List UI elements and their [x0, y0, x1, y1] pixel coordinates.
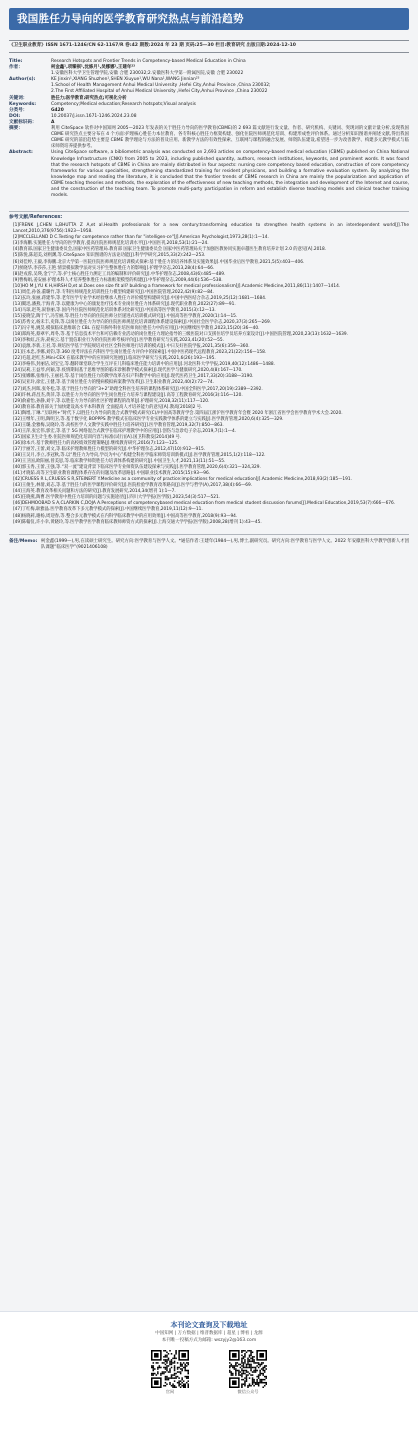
references-section: [9, 211, 409, 525]
reference-item: [26]吴亚玲,徐宏,王健,等.基于岗位胜任力的慢病模拟病案教学改革[J].卫生职业教育,2022,40(2):72—74.: [13, 380, 215, 386]
meta-value-line: G420: [51, 107, 64, 113]
reference-item: [12]玄玲,张丽,蒋建华,等.老年医学专业学术经验继承人胜任力评价模型构建研究[J].中国中西医结合杂志,2019,25(12):1681—1684.: [13, 295, 267, 301]
meta-value: [51, 77, 409, 95]
reference-item: [34]王萍,张宏伟,郭宏,等.基于 5G 网络混合式教学在临床护理教学中的应用[J].创伤与急诊电子杂志,2019,7(1):1—4.: [13, 428, 237, 434]
reference-item: [11]周佳,孙备,董璐竹,等.专科医师规范化培训胜任力模型构建研究[J].中国医院管理,2022,42(9):82—84.: [13, 289, 215, 295]
reference-item: [41]才晓茹.高等卫生职业教育课程体系存在的问题及改革思路[J].中国职业技术教育,2015(15):93—96.: [13, 471, 211, 477]
meta-label: Keywords:: [9, 101, 37, 107]
reference-item: [21]汪本忠,李娜,刘钧,等.360 度考评法在内科医学生岗位胜任力评价中的探索[J].中国中医药现代远程教育,2023,21(22):156—158.: [13, 350, 267, 356]
reference-item: [28]许林,蒋昌杰,黄萍,等.以胜任力为导向的医学生岗位胜任力培养与课程建设[J].高等工程教育研究,2016(3):116—120.: [13, 392, 243, 398]
reference-item: [49]陈翰仪,许小幸,黄晓玲,等.医学教学医学教育临床教师师资方式的探索[J].上海交通大学学报(医学版),2008,28(增刊 1):43—45.: [13, 519, 262, 525]
reference-item: [32]王继年,王明,陶明卫,等.基于数字化 BOPPPS 教学模式在临床医学专业实践教学体系的建立与实践[J].医学教育管理,2020,6(4):325—329.: [13, 416, 284, 422]
reference-item: [48]杨晓莉,谢杨,周迎春,等.整合多元教学模式在内科学临床教学中的应用效果[J].中国高等医学教育,2018(9):93—94.: [13, 513, 238, 519]
meta-value-line: 胜任力;医学教育;研究热点;可视化分析: [51, 95, 127, 101]
submission-email: 本刊唯一投稿方式为邮箱: wszyjy2@163.com: [161, 1338, 257, 1343]
reference-item: [29]俞嘉怡,孙静,刘宇,等.以胜任力为导向的社区护理课程的改革[J].护理研究,2018,32(11):117—120.: [13, 398, 210, 404]
reference-item: [37]于丽芳,王蕾,刘文,等.临床护理教师胜任力模型的研究[J].中华护理杂志,2012,47(10):912—915.: [13, 446, 206, 452]
reference-item: [25]张娜娜,张维丹,王丽君,等.基于岗位胜任力的教学改革在妇产科教学中的应用[J].现代医药卫生,2017,33(20):3188—3190.: [13, 374, 254, 380]
meta-value-line: 柯金鑫¹,项臻祺¹,沈修月¹,吴娜娜¹,王建年²³: [51, 65, 136, 71]
meta-value-line: Using CiteSpace software, a bibliometric analysis was conducted on 2,693 articles on competency-based medical education (CBME) published on China National Knowledge Infrastructure (CNKI) from 2005 to 2023, including published quantity, authors, research institutions, keywords, and prominent words. It was found that the research hotspots of CBME in China are mainly distributed in four aspects: nursing core competency based education, construction of core competency frameworks for various specialties, strengthening standardized training for resident physicians, and building a formative evaluation system. By analyzing the knowledge map and reading the literature, it is concluded that the frontier trends of CBME research in China are mainly the popularization and application of CBME teaching theories and methods, the exploration of the effectiveness of new teaching methods, the integration and development of the Internet and course, and the construction of the teaching team. To promote multi-party participation in reform and establish diverse teaching models and clinical teacher training models.: [51, 150, 409, 199]
meta-label: Abstract:: [9, 150, 33, 156]
reference-item: [35]国家卫生计生委.住院医师规范化培训内容与标准(试行)[A].国卫科教发[2014]49 号.: [13, 434, 182, 440]
reference-item: [16]苏秀文,杨未丰,史锋,等.以岗位胜任力为导向的住院医师规范化培训课程体系建设探索[J].中国社会医学杂志,2020,37(3):265—269.: [13, 320, 272, 325]
notes-section: [9, 534, 409, 551]
reference-item: [44]王海英.教育改革相关问题和方法的研究[J].教育发展研究,2014,34(增刊 1):1—7.: [13, 489, 176, 495]
article-title: 我国胜任力导向的医学教育研究热点与前沿趋势: [17, 12, 244, 25]
meta-label: 关键词：: [9, 95, 28, 101]
reference-item: [33]王璐,金雅梅,吴晓玲,等.高校医学人文教学实践中胜任力培养研究[J].医学教育管理,2019,32(7):850—863.: [13, 422, 224, 428]
reference-item: [5]陈悦,陈超美,刘则渊,等.CiteSpace 知识图谱的方法论功能[J].科学学研究,2015,33(2):242—253.: [13, 253, 206, 259]
meta-value: [51, 126, 409, 150]
qr-website-caption: 官网: [165, 1389, 175, 1394]
reference-item: [6]刘佳婷,王毅,李海鹏.北京大学第一医院住院医师规范化培训模式探索:基于胜任力的培养体系及实施效果[J].中国毕业后医学教育,2021,5(5):403—406.: [13, 259, 305, 265]
reference-item: [40]郭玉秀,王蕾,王强,等.“双一流”建设背景下临床医学专业师资队伍建设探索与实践[J].医学教育管理,2020,6(4):321—324,329.: [13, 465, 261, 471]
reference-item: [8]赵戎蓉,吴瑛,金宁宁,等.护士核心胜任力测定工具的编制和评价研究[J].中华护理杂志,2008,43(6):485—489.: [13, 271, 226, 277]
meta-value-line: A: [51, 119, 55, 125]
database-links[interactable]: 中国知网 | 万方数据 | 维普数据库 | 超星 | 博看 | 龙源: [155, 1331, 263, 1336]
reference-item: [3]李海鹏.实施胜任力导向的医学教育,提高住院医师规范化培训水平[J].中国医刊,2018,53(1):21—24.: [13, 241, 209, 247]
reference-item: [9]曹梅娟,姜安丽.护理本科人才培养整体胜任力标准框架模型的构建[J].中华护理杂志,2009,44(6):536—538.: [13, 277, 223, 283]
meta-value-line: 2.The First Affiliated Hospital of Anhui Medical University ,Hefei City,Anhui Province ,China 230022: [51, 89, 268, 95]
reference-item: [13]閻迅,潘燕,于海青,等.以健康为中心的康复治疗技术专业岗位胜任力体系研究[J].现代职业教育,2022(27):89—91.: [13, 301, 236, 307]
reference-item: [22]毛超,赵红杰.Mini-CEX 在临床教学中的应用研究进展[J].临床医学研究与实践,2021,6(26):193—195.: [13, 356, 216, 362]
references-heading: 参考文献/References:: [9, 215, 63, 221]
reference-item: [38]王吴月,李立,李冠秋,等.以“胜任力为导向,学员为中心”构建全科医学临床师资培训新模式[J].医学教育管理,2015,1(2):118—122.: [13, 453, 266, 459]
reference-item: [30]教育部.教育部关于加快建设高水平本科教育 全面提高人才培养能力的意见[A].教高[2018]2 号.: [13, 404, 203, 410]
reference-item: [15]姜晓莹,陶于宁,冯雪丽,等.胜任力导向的住院医师分层递进式培训模式研究[J].中国高等医学教育,2020(1):14—15.: [13, 313, 238, 319]
qr-wechat-caption: 微信公众号: [237, 1389, 259, 1394]
reference-item: [10]HO M J,YU K H,HIRSH D,et al.Does one size fit all? building a framework for medical professionalism[J].Academic Medicine,2011,86(11):1407—1414.: [13, 283, 341, 289]
meta-label: 分类号：: [9, 107, 28, 113]
footer-title: 本刊论文查询及下载地址: [170, 1321, 248, 1329]
reference-item: [4]教育部,国家卫生健康委员会,国家中医药管理局.教育部 国家卫生健康委员会 国家中医药管理局关于加强医教协同实施卓越医生教育培养计划 2.0 的意见[A].2018.: [13, 247, 327, 253]
reference-item: [18]郑海英,蔡翠平,周冬,等.基于信息技术平台和可信赖专业活动的岗位胜任力理论指导的三级医院对口支援住培学员培养方案设计[J].中国医院管理,2020,23(13):1632—1639.: [13, 332, 349, 338]
meta-label: Title:: [9, 59, 23, 64]
meta-value-line: Competency;Medical education;Research hotspots;Visual analysis: [51, 101, 196, 107]
footer: [0, 1311, 418, 1454]
meta-value: [51, 150, 409, 199]
meta-row: [9, 126, 409, 150]
references-list: [9, 223, 409, 525]
reference-item: [20]袁源,李新,王君,等.规培医学基于学院规培对社区全科医师进行培训的模式[J].中日友好医院学报,2021,35(6):359—360.: [13, 344, 250, 350]
reference-item: [46]DEHMOOBAD S A,CLARKIN C,DOJA A.Perceptions of competencybased medical education from medical student discussion forums[J].Medical Education,2019,53(7):666—676.: [13, 501, 396, 507]
meta-row: [9, 77, 409, 95]
reference-item: [45]任晓燕,陶曹.医学教育中胜任力培训的问题与实施途径[J].四川大学学报(医学版),2023,54(3):517—521.: [13, 495, 221, 501]
qr-code-icon: [151, 1350, 189, 1388]
source-line: 《卫生职业教育》ISSN 1671-1246/CN 62-1167/R 卷:42 期数:2024 年 23 期 页码:25—30 栏目:教育研究 出版日期:2024-12-10: [9, 40, 409, 53]
reference-item: [43]王俊生,林倩,刘志,等.基于胜任力的医学课程评价研究[J].医院检验学教育改革路向[J].医学与哲学(A),2017,38(4):66—69.: [13, 483, 253, 489]
metadata-section: [9, 59, 409, 199]
meta-label: 作者：: [9, 65, 23, 71]
reference-item: [39]王卫国,欧阳丽,曾美思,等.临床教学师资胜任力培训体系构建的研究[J].中国卫生人才,2021,13(11):51—55.: [13, 459, 226, 465]
meta-label: Author(s):: [9, 77, 36, 83]
qr-website: [151, 1350, 189, 1395]
meta-row: [9, 150, 409, 199]
reference-item: [17]冯守男,姚昊.模拟临床思维联合 CBL 在提升胸外科住培医师岗位胜任力中的应用[J].中国继续医学教育,2023,15(20):36—40.: [13, 326, 260, 332]
reference-item: [23]李格伟,封丽洁,刘宝宝,等.翻转课堂联合学生互评在儿科临床胜任能力培训中的应用[J].河北医科大学学报,2019,40(12):1486—1488.: [13, 362, 275, 368]
reference-item: [31]陶增,丁琳.“互联网+”时代下,以胜任力为导向的混合式教学模式研究(C)//中国高等教育学会.第四届江浙沪医学教育年会暨 2020 年浙江省医学会医学教育学术大会.2020.: [13, 410, 343, 416]
reference-item: [1]FRENK J,CHEN L,BHUTTA Z A,et al.Health professionals for a new century:transforming education to strengthen health systems in an interdependent world[J].The Lancet,2010,376(9756):1923—1958.: [13, 223, 409, 235]
meta-value-line: Research Hotspots and Frontier Trends in Competency-based Medical Education in China: [51, 59, 246, 64]
meta-label: DOI:: [9, 113, 21, 119]
meta-value-line: 利用 CiteSpace 软件对中国知网 2005—2023 年发表的关于胜任力导向的医学教育(CBME)的 2 693 篇文献进行发文量、作者、研究机构、关键词、突现词的文献计量分析,发现我国 CBME 研究热点主要分布在 4 个方面:护理核心胜任力本位教育、各专科核心胜任力框架构建、强化住院医师规范化培训、构建形成性评价体系。通过分析知识图谱并阐述文献,得出我国 CBME 研究的前沿趋势主要是 CBME 教学理论与方法的普及应用、新教学方法的有效性探索、互联网与课程的融合发展、师资队伍建设,希望进一步为改善教学、构建多元教学模式与临床师资培养提供参考。: [51, 126, 409, 150]
qr-code-icon: [229, 1350, 267, 1388]
notes-text: 柯金鑫(1999—),男,在读硕士研究生。研究方向:医学教育与医学人文。*通信作者:王建年(1984—),男,博士,副研究员。研究方向:医学教育与医学人文。2022 年安徽医科大学教学创新人才团队课题“临床医学”(9021406108): [41, 538, 409, 550]
meta-label: 摘要：: [9, 126, 23, 132]
reference-item: [14]马琼,赵英,叙春丽,等.国内外住院医师规范化培训体系对比研究[J].中国高等医学教育,2015(3):12—13.: [13, 307, 216, 313]
meta-label: 文献标识码：: [9, 119, 37, 125]
meta-value-line: 1.安徽医科大学卫生管理学院,安徽 合肥 230032;2.安徽医科大学第一附属医院,安徽 合肥 230022: [51, 71, 244, 77]
qr-codes: [0, 1350, 418, 1395]
qr-wechat: [229, 1350, 267, 1395]
meta-value-line: KE Jinxin¹,XIANG Shuzhen¹,SHEN Xiuyue¹,WU Nana¹,WANG Jinnian²³: [51, 77, 200, 83]
meta-value-line: 10.20037/j.issn.1671-1246.2024.23.08: [51, 113, 137, 119]
reference-item: [24]吴莉,王益琴,何颖,等.疫情期间基于思维导图的临床诊断教学模式探索[J].现代医学与健康研究,2020,4(8):167—170.: [13, 368, 243, 374]
meta-value-line: 1.School of Health Management Anhui Medical University ,Hefei City,Anhui Province ,China 230032;: [51, 83, 271, 89]
reference-item: [47]丁红梅,耿雅晶.医学教育改革下多元教学模式的探索[J].中国继续医学教育,2019,11(12):9—11.: [13, 507, 203, 513]
reference-item: [42]CRUESS R L,CRUESS S R,STEINERT Y.Medicine as a community of practice:implications for medical education[J].Academic Medicine,2018,93(2):185—191.: [13, 477, 352, 483]
reference-item: [19]李秋虹,汪涛,聂祝云.基于置信职业行为的住院医师考核评价[J].医学教育研究与实践,2023,41(20):52—55.: [13, 338, 224, 344]
reference-item: [2]MCCLELLAND D C.Testing for competence rather than for "intelligen-ce"[J].American Psychologist,1973,28(1):1—14.: [13, 235, 269, 241]
reference-item: [36]徐本兴.基于教师胜任力的高校绩效管理策略[J].继续教育研究,2016(7):123—125.: [13, 440, 179, 446]
notes-label: 备注/Memo:: [9, 538, 38, 544]
reference-item: [7]侯晓华,李莎莎,王艳.情景模拟教学法对实习护生整体胜任力的影响[J].护理学杂志,2013,28(4):64—66.: [13, 265, 215, 271]
reference-item: [27]刘杰,何晖,张冬松,等.基于胜任力导向的“3+2”助理全科医生培养的课程体系研究[J].中国全科医学,2017,20(19):2389—2392.: [13, 386, 263, 392]
article-title-bar: [9, 8, 409, 30]
